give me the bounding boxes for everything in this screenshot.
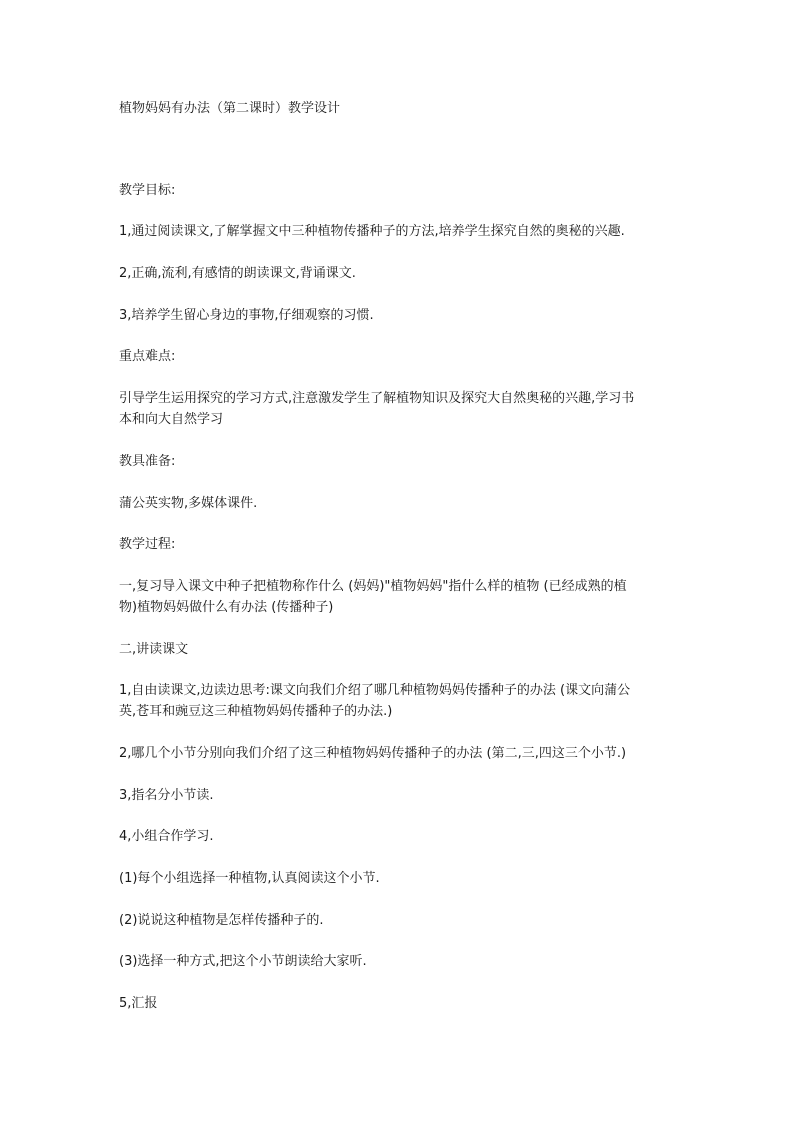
goal-3: 3,培养学生留心身边的事物,仔细观察的习惯. xyxy=(119,308,374,323)
step-5: 5,汇报 xyxy=(119,996,158,1011)
heading-teaching-process: 教学过程: xyxy=(119,537,176,552)
step-1-line-2: 英,苍耳和豌豆这三种植物妈妈传播种子的办法.) xyxy=(119,704,393,719)
goal-1: 1,通过阅读课文,了解掌握文中三种植物传播种子的方法,培养学生探究自然的奥秘的兴趣. xyxy=(119,224,625,239)
process-section-2: 二,讲读课文 xyxy=(119,642,189,657)
step-2: 2,哪几个小节分别向我们介绍了这三种植物妈妈传播种子的办法 (第二,三,四这三个小节.) xyxy=(119,746,627,761)
heading-key-points: 重点难点: xyxy=(119,349,176,364)
teaching-aids: 蒲公英实物,多媒体课件. xyxy=(119,496,258,511)
step-3: 3,指名分小节读. xyxy=(119,788,214,803)
step-4-sub-2: (2)说说这种植物是怎样传播种子的. xyxy=(119,913,324,928)
step-4: 4,小组合作学习. xyxy=(119,829,214,844)
key-points-line-1: 引导学生运用探究的学习方式,注意激发学生了解植物知识及探究大自然奥秘的兴趣,学习书 xyxy=(119,391,635,406)
step-1-line-1: 1,自由读课文,边读边思考:课文向我们介绍了哪几种植物妈妈传播种子的办法 (课文向蒲公 xyxy=(119,683,631,698)
heading-teaching-goals: 教学目标: xyxy=(119,183,176,198)
step-4-sub-1: (1)每个小组选择一种植物,认真阅读这个小节. xyxy=(119,871,380,886)
process-review-line-1: 一,复习导入课文中种子把植物称作什么 (妈妈)"植物妈妈"指什么样的植物 (已经成熟的植 xyxy=(119,579,627,594)
step-4-sub-3: (3)选择一种方式,把这个小节朗读给大家听. xyxy=(119,954,367,969)
document-title: 植物妈妈有办法（第二课时）教学设计 xyxy=(119,101,341,116)
heading-teaching-aids: 教具准备: xyxy=(119,454,176,469)
goal-2: 2,正确,流利,有感情的朗读课文,背诵课文. xyxy=(119,266,356,281)
key-points-line-2: 本和向大自然学习 xyxy=(119,412,224,427)
process-review-line-2: 物)植物妈妈做什么有办法 (传播种子) xyxy=(119,600,334,615)
